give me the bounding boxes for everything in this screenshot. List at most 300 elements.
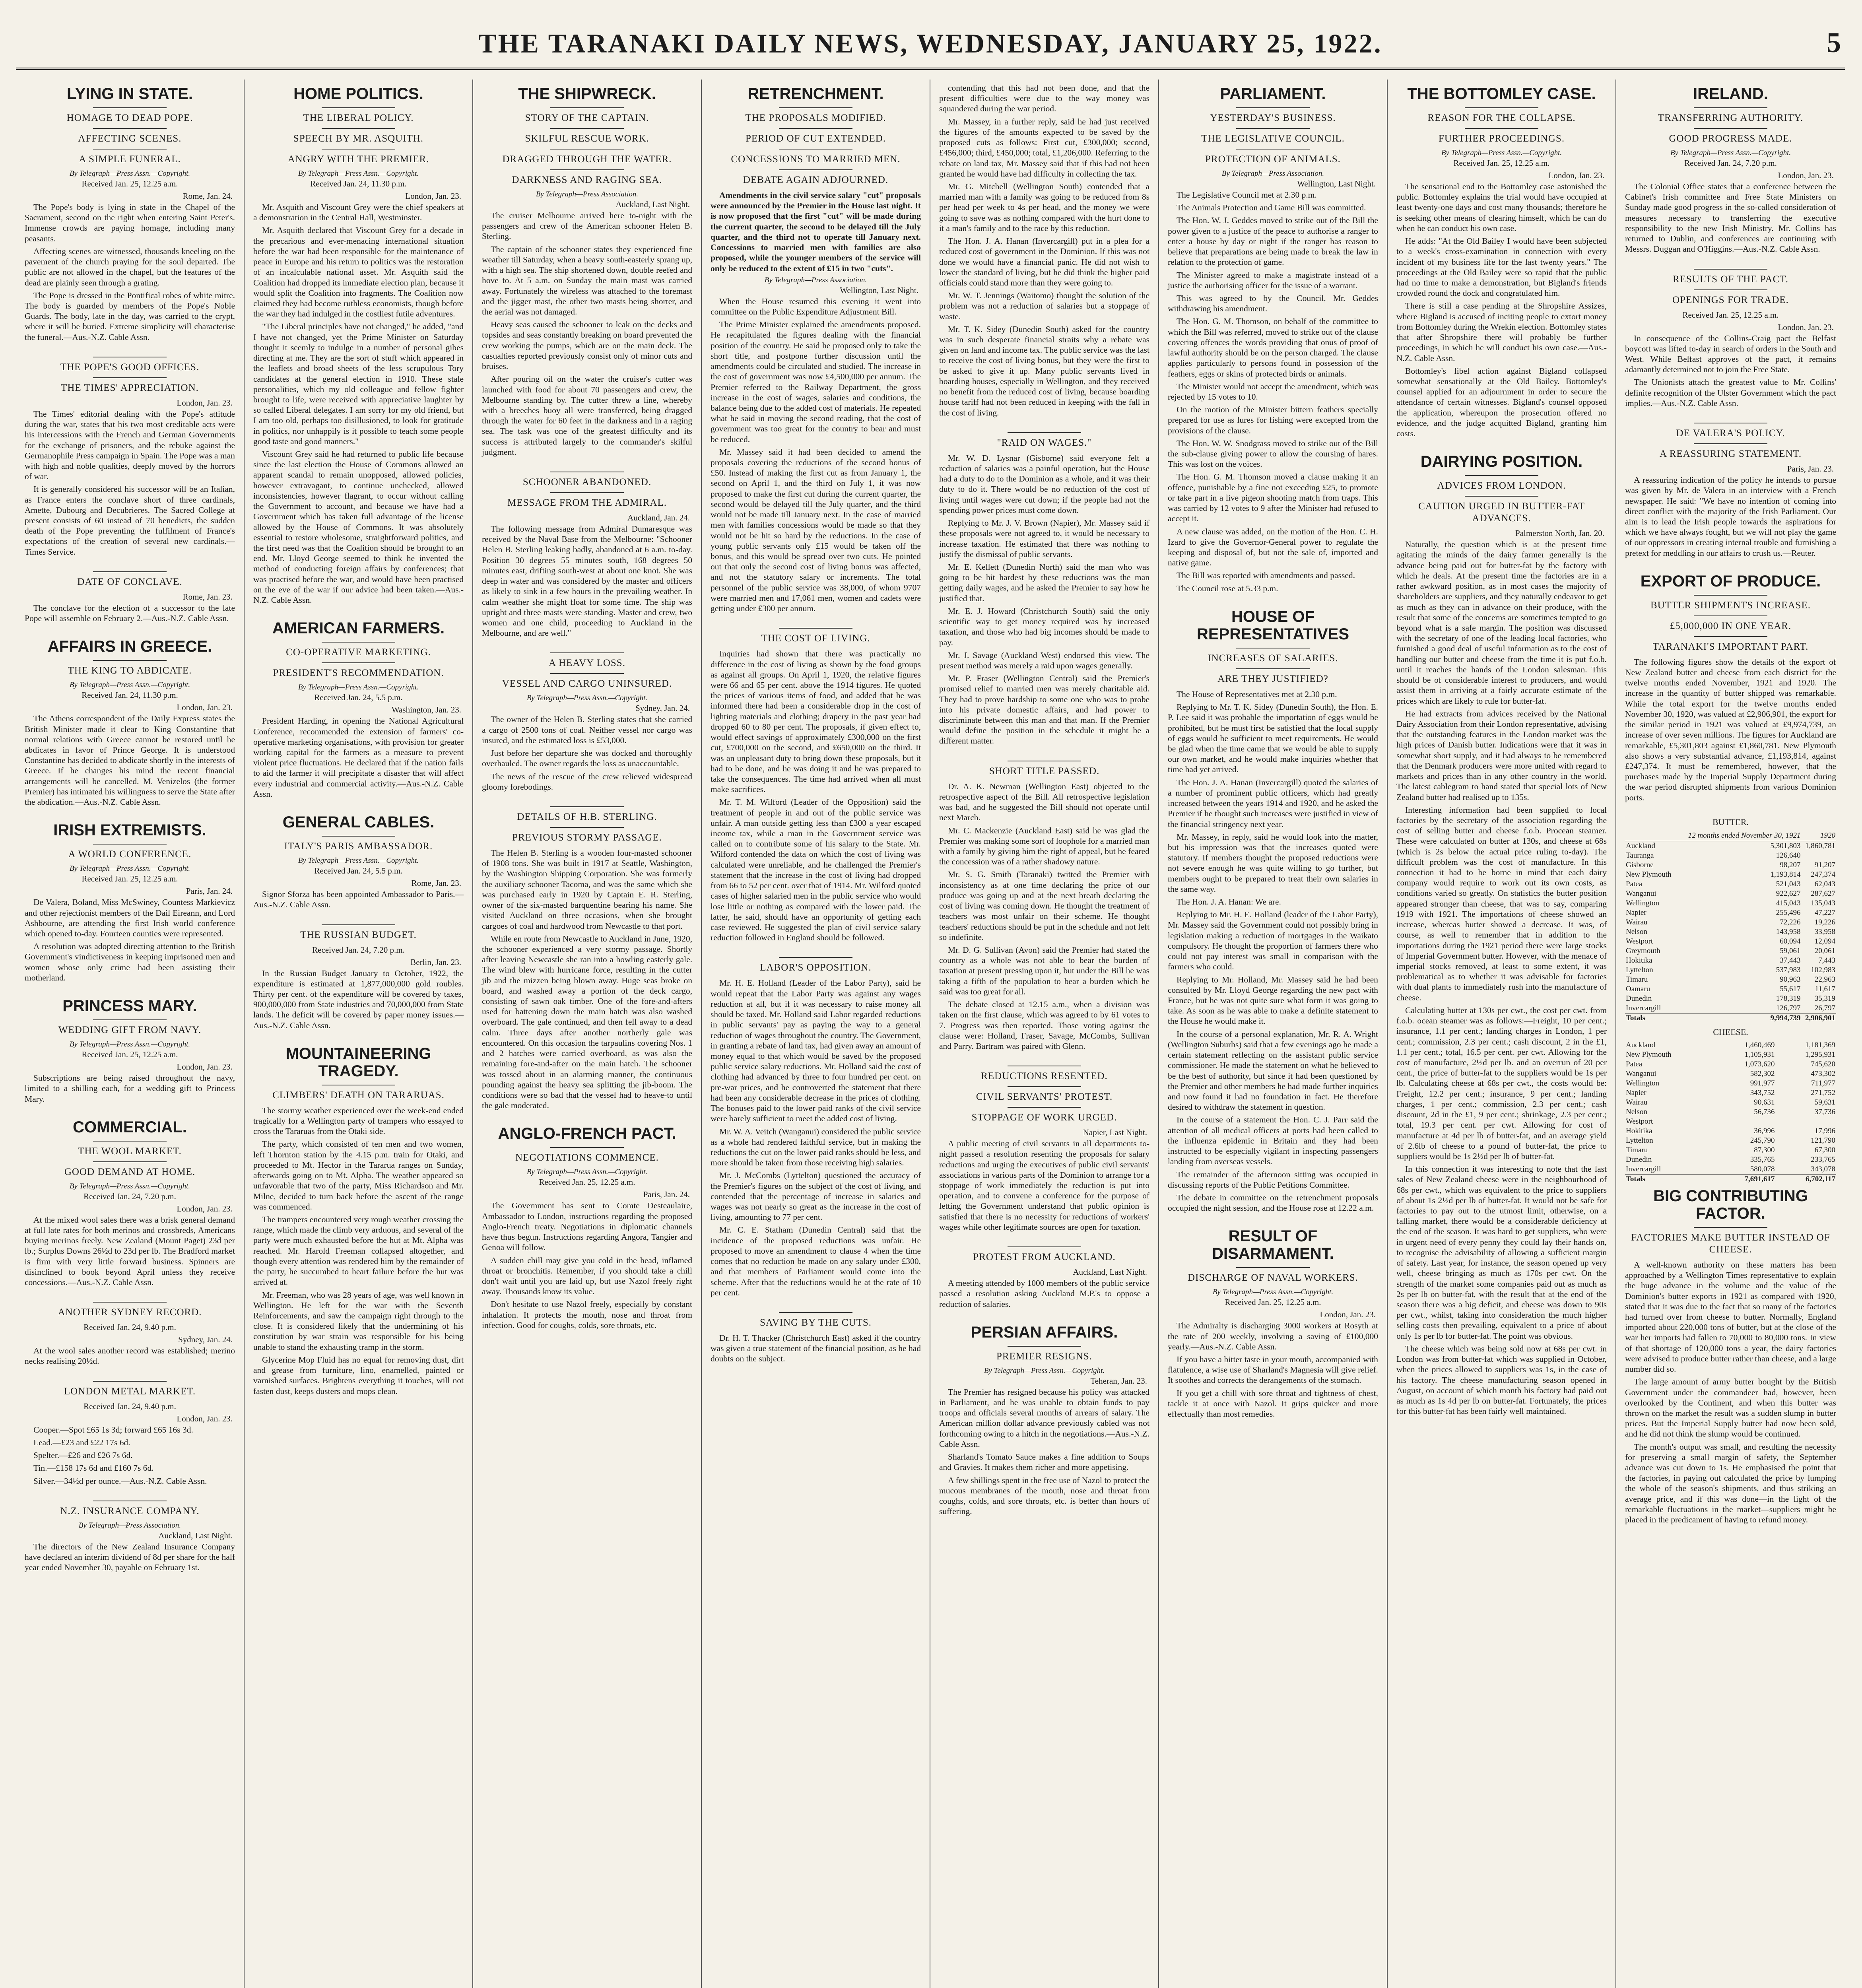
article-body — [711, 296, 921, 614]
dateline: Rome, Jan. 23. — [183, 592, 233, 602]
dateline: Teheran, Jan. 23. — [1090, 1376, 1147, 1386]
export-table — [1625, 1041, 1836, 1184]
paragraph: A reassuring indication of the policy he intends to pursue was given by Mr. de Valera in an interview with a French newspaper. He said: "We have no intention of coming into direct conflict with the majority of the Irish Parliament. Our aim is to lead the Irish people towards the aspirations for which we have always fought, but we will not play the game of our oppressors in creating internal trouble and furnishing a pretext for meddling in our affairs to crush us.—Reuter. — [1625, 475, 1836, 558]
paragraph: The Hon. W. J. Geddes moved to strike out of the Bill the power given to a justice of the peace to authorise a ranger to enter a house by day or night if the ranger has reason to believe that preparations are being made to break the law in relation to the protection of game. — [1168, 215, 1378, 267]
article-subhead: SKILFUL RESCUE WORK. — [525, 133, 649, 144]
paragraph: Mr. E. J. Howard (Christchurch South) said the only scientific way to get money required was by increased taxation, and those who had big incomes should be made to pay. — [939, 606, 1149, 647]
article-body — [939, 781, 1149, 1051]
table-cell: Napier — [1626, 1088, 1646, 1097]
divider — [550, 827, 624, 828]
table-cell: 87,300 — [1754, 1145, 1775, 1154]
table-cell: 922,627 — [1776, 889, 1801, 898]
divider — [1694, 615, 1768, 616]
article — [482, 806, 692, 1110]
table-cell: Wanganui — [1626, 889, 1656, 898]
divider — [550, 673, 624, 674]
paragraph: The conclave for the election of a successor to the late Pope will assemble on February 2.—Aus.-N.Z. Cable Assn. — [25, 603, 235, 623]
wire-credit: By Telegraph—Press Assn.—Copyright. — [69, 681, 190, 689]
table-cell: 11,617 — [1815, 984, 1835, 993]
table-cell: 178,319 — [1776, 994, 1801, 1003]
table-cell: 91,207 — [1814, 860, 1835, 869]
table-row — [1625, 965, 1836, 975]
table-row — [1625, 1126, 1836, 1136]
table-cell: Wairau — [1626, 1098, 1648, 1107]
divider — [550, 492, 624, 493]
article-subhead: ITALY'S PARIS AMBASSADOR. — [284, 841, 433, 852]
paragraph: Mr. G. Mitchell (Wellington South) contended that a married man with a family was going to be reduced from 8s per head per week to 4s per head, and the money we were going to save was as nothing compared with the hurt done to it a man's family and to the race by this reduction. — [939, 181, 1149, 233]
article — [25, 821, 235, 983]
article-body — [253, 202, 464, 605]
paragraph: Spelter.—£26 and £26 7s 6d. — [33, 1450, 133, 1460]
article — [711, 1312, 921, 1364]
article-subhead: GOOD PROGRESS MADE. — [1669, 133, 1792, 144]
dateline: Rome, Jan. 24. — [183, 191, 233, 201]
paragraph: In the course of a personal explanation, Mr. R. A. Wright (Wellington Suburbs) said that a few evenings ago he made a certain statement reflecting on the assistant public service commissioner. He made the statement on what he believed to be the best of authority, but since it had been questioned by the Premier and other members he had made further inquiries and now found it had no foundation in fact. He therefore desired to withdraw the statement in question. — [1168, 1029, 1378, 1112]
paragraph: The Minister would not accept the amendment, which was rejected by 15 votes to 10. — [1168, 381, 1378, 402]
dateline: Paris, Jan. 24. — [643, 1190, 690, 1200]
table-cell: Gisborne — [1626, 860, 1654, 869]
table-cell: 1,193,814 — [1770, 870, 1801, 879]
dateline: Auckland, Last Night. — [615, 200, 690, 209]
dateline: Sydney, Jan. 24. — [178, 1335, 233, 1345]
divider — [1465, 496, 1538, 497]
article-subhead: CLIMBERS' DEATH ON TARARUAS. — [272, 1089, 445, 1101]
table-cell — [1775, 1117, 1836, 1126]
table-cell: 12,094 — [1814, 937, 1835, 945]
table-cell: 7,443 — [1818, 956, 1835, 965]
table-cell: Patea — [1626, 1060, 1643, 1068]
article-body — [1168, 689, 1378, 1213]
article-subhead: ANGRY WITH THE PREMIER. — [287, 154, 429, 165]
received-time: Received Jan. 25, 12.25 a.m. — [539, 1177, 635, 1187]
article-body — [253, 716, 464, 799]
table-row — [1625, 1079, 1836, 1088]
paragraph: Mr. W. T. Jennings (Waitomo) thought the solution of the problem was not a reduction of salaries but a stoppage of waste. — [939, 291, 1149, 321]
article-body — [1625, 1260, 1836, 1525]
divider — [550, 1147, 624, 1148]
dateline: Sydney, Jan. 24. — [635, 703, 690, 713]
article-body — [25, 897, 235, 983]
article-body — [711, 978, 921, 1298]
divider — [93, 1161, 167, 1162]
article-headline: RESULT OF DISARMAMENT. — [1212, 1227, 1334, 1263]
received-time: Received Jan. 24, 7.20 p.m. — [83, 1191, 176, 1201]
paragraph: The following message from Admiral Dumaresque was received by the Naval Base from the Melbourne: "Schooner Helen B. Sterling leaking badly, abandoned at 6 a.m. to-day. Position 30 degrees 55 minutes south, 168 degrees 50 minutes east, drifting south-west at about one knot. She was deep in water and was considered by the master and officers as likely to sink in a few hours in the prevailing weather. In calm weather she might float for some time. The ship was upright and three masts were standing. Master and crew, two women and one child, proceeding to Auckland in the Melbourne, and are well." — [482, 524, 692, 638]
table-row — [1625, 984, 1836, 994]
table-title: BUTTER. — [1712, 817, 1749, 827]
dateline: London, Jan. 23. — [177, 1413, 233, 1423]
paragraph: The Government has sent to Comte Desteaulaire, Ambassador to London, instructions regarding the proposed Anglo-French treaty. Negotiations in diplomatic channels have thus begun. Instructions regarding Angora, Tangier and Genoa will follow. — [482, 1201, 692, 1252]
table-row — [1625, 946, 1836, 956]
dateline: Paris, Jan. 24. — [186, 886, 233, 896]
received-time: Received Jan. 25, 12.25 a.m. — [1453, 158, 1550, 168]
divider — [322, 107, 395, 108]
table-cell: Invercargill — [1626, 1004, 1661, 1012]
paragraph: The party, which consisted of ten men and two women, left Thornton station by the 4.15 p.m. train for Otaki, and proceeded to Mt. Hector in the Tararua ranges on Sunday, afterwards going on to Mt. Alpha. The weather appeared so unfavorable that two of the party, Miss Richardson and Mr. Milne, decided to turn back before the ascent of the range was commenced. — [253, 1139, 464, 1211]
paragraph: Tin.—£158 17s 6d and £160 7s 6d. — [33, 1463, 154, 1473]
table-cell: 60,094 — [1780, 937, 1801, 945]
paragraph: Replying to Mr. H. E. Holland (leader of the Labor Party), Mr. Massey said the Government could not possibly bring in legislation making a reduction of mortgages in the Waikato compulsory. He thought the proportion of farmers there who could not pay interest was small in comparison with the farmers who could. — [1168, 910, 1378, 972]
article — [711, 85, 921, 613]
article-body — [1625, 333, 1836, 409]
wire-credit: By Telegraph—Press Assn.—Copyright. — [984, 1366, 1105, 1375]
table-cell: Timaru — [1626, 975, 1648, 984]
divider — [1694, 636, 1768, 637]
received-time: Received Jan. 24, 5.5 p.m. — [314, 866, 403, 876]
table-cell: Lyttelton — [1626, 965, 1653, 974]
divider — [1694, 269, 1768, 270]
paragraph: Mr. Massey, in reply, said he would look into the matter, but his impression was that the increases quoted were statutory. If members thought the proposed reductions were not severe enough he was quite willing to go further, but members ought to be prepared to treat their own salaries in the same way. — [1168, 832, 1378, 894]
article-subhead: THE WOOL MARKET. — [78, 1145, 182, 1157]
article-subhead: SCHOONER ABANDONED. — [522, 477, 652, 488]
table-cell: Patea — [1626, 879, 1643, 888]
table-cell: 17,996 — [1814, 1126, 1835, 1135]
paragraph: Mr. C. Mackenzie (Auckland East) said he was glad the Premier was making some sort of loophole for a married man with a family by giving him the right of appeal, but he feared the concession was of a rather shadowy nature. — [939, 825, 1149, 867]
table-row — [1625, 1050, 1836, 1060]
paragraph: Mr. D. G. Sullivan (Avon) said the Premier had stated the country as a whole was not able to bear the burden of taxation at present pressing upon it, but under the Bill he was taking a fifth of the population to bear a burden which he said was too great for all. — [939, 945, 1149, 996]
wire-credit: By Telegraph—Press Assn.—Copyright. — [298, 169, 419, 178]
dateline: Wellington, Last Night. — [1297, 179, 1376, 188]
article — [25, 571, 235, 623]
divider — [779, 128, 852, 129]
divider — [550, 652, 624, 653]
paragraph: Glycerine Mop Fluid has no equal for removing dust, dirt and grease from furniture, lino, enamelled, painted or varnished surfaces. Brightens everything it touches, will not fasten dust, keeps dusters and mops clean. — [253, 1355, 464, 1396]
table-cell: 98,207 — [1780, 860, 1801, 869]
divider — [1008, 1346, 1081, 1347]
paragraph: Inquiries had shown that there was practically no difference in the cost of living as shown by the food groups as against all groups. On April 1, 1920, the relative figures were 66 and 65 per cent. above the 1914 figures. He quoted the prices of various items of food, and added that he was informed there had been a considerable drop in the cost of lighting materials and clothing; drapery in the past year had dropped 60 to 80 per cent. The proposals, if given effect to, would effect savings of approximately £300,000 on the first cut, £700,000 on the second, and £650,000 on the third. It was an unpleasant duty to bring down these proposals, but it had to be done, and he was doing it and he was prepared to take the consequences. The time had arrived when all must make sacrifices. — [711, 649, 921, 794]
table-cell: 580,078 — [1750, 1165, 1775, 1173]
table-cell: Auckland — [1626, 1041, 1655, 1049]
article-body — [939, 453, 1149, 746]
article-headline: PARLIAMENT. — [1220, 85, 1326, 103]
article-subhead: PERIOD OF CUT EXTENDED. — [745, 133, 886, 144]
article-subhead: A HEAVY LOSS. — [549, 658, 625, 669]
article — [939, 432, 1149, 746]
paragraph: In the course of a statement the Hon. C. J. Parr said the attention of all medical officers at ports had been called to the influenza epidemic in Britain and they had been instructed to be especially vigilant in inspecting passengers landing from overseas vessels. — [1168, 1115, 1378, 1167]
table-cell: Totals — [1625, 1013, 1677, 1023]
table-cell: 343,752 — [1750, 1088, 1775, 1097]
table-cell: 67,300 — [1814, 1145, 1835, 1154]
table-cell: 415,043 — [1776, 899, 1801, 907]
table-total-row — [1625, 1013, 1836, 1023]
article-subhead: THE LEGISLATIVE COUNCIL. — [1201, 133, 1345, 144]
table-row — [1625, 1060, 1836, 1069]
article-subhead: NEGOTIATIONS COMMENCE. — [515, 1152, 659, 1163]
table-cell: 26,797 — [1814, 1004, 1835, 1012]
table-header-row — [1625, 831, 1836, 841]
article-body — [253, 968, 464, 1031]
paragraph: "The Liberal principles have not changed," he added, "and I have not changed, yet the Prime Minister on Saturday thought it seemly to indulge in a number of personal gibes directing at me. They are the sort of stuff which appeared in the leaflets and broad sheets of the less scrupulous Tory candidates at the general election in 1910. These stale personalities, which my old colleague and fellow fighter brought to life, were received with appreciative laughter by so called Liberal delegates. I am sorry for my old friend, but I am too old, perhaps too disillusioned, to look for gratitude in politics, nor unhappily is it possible to teach some people good taste and good manners." — [253, 322, 464, 446]
table-cell: Westport — [1626, 937, 1653, 945]
article-subhead: STORY OF THE CAPTAIN. — [525, 113, 649, 123]
received-time: Received Jan. 24, 11.30 p.m. — [82, 690, 178, 700]
table-cell: 37,736 — [1814, 1107, 1835, 1116]
table-cell: 1,181,369 — [1805, 1041, 1835, 1049]
article-body — [1625, 475, 1836, 558]
article-subhead: ADVICES FROM LONDON. — [1437, 480, 1566, 491]
paragraph: The large amount of army butter bought by the British Government under the commandeer had, however, been overlooked by the Continent, and when this butter was thrown on the market the result was a sudden slump in butter prices. But the Imperial Supply butter had now been sold, and he did not think the slump would be continued. — [1625, 1377, 1836, 1439]
column-5 — [930, 80, 1159, 1988]
article-body — [482, 524, 692, 638]
article-subhead: OPENINGS FOR TRADE. — [1672, 294, 1789, 305]
article-subhead: N.Z. INSURANCE COMPANY. — [60, 1505, 200, 1516]
paragraph: Cooper.—Spot £65 1s 3d; forward £65 16s 3d. — [33, 1425, 193, 1435]
article-body — [1396, 181, 1607, 439]
table-row — [1625, 1165, 1836, 1175]
paragraph: On the motion of the Minister bittern feathers specially prepared for use as lures for fishing were excepted from the provisions of the clause. — [1168, 405, 1378, 435]
article-subhead: CO-OPERATIVE MARKETING. — [286, 647, 431, 658]
table-cell: 35,319 — [1814, 994, 1835, 1003]
table-row — [1625, 927, 1836, 937]
column-1 — [16, 80, 245, 1988]
table-header-cell: 12 months ended November 30, 1921 — [1677, 831, 1802, 841]
table-cell: 59,061 — [1780, 946, 1801, 955]
article-subhead: THE RUSSIAN BUDGET. — [300, 929, 417, 940]
paragraph: The Premier has resigned because his policy was attacked in Parliament, and he was unable to obtain funds to pay troops and officials several months of arrears of salary. The American million dollar advance previously cabled was not forthcoming owing to a hitch in the negotiations.—Aus.-N.Z. Cable Assn. — [939, 1387, 1149, 1449]
paragraph: The captain of the schooner states they experienced fine weather till Saturday, when a heavy south-easterly sprang up, with a high sea. The ship shortened down, double reefed and hove to. At 5 a.m. on Sunday the main mast was carried away. Fortunately the wireless was attached to the foremast and the jigger mast, the other two masts being shorter, and the aerial was not damaged. — [482, 244, 692, 316]
table-row — [1625, 1041, 1836, 1050]
article — [253, 924, 464, 1031]
article-headline: PRINCESS MARY. — [62, 997, 197, 1015]
article — [939, 1066, 1149, 1232]
table-cell: Napier — [1626, 908, 1646, 917]
paragraph: If you get a chill with sore throat and tightness of chest, tackle it at once with Nazol. It grips quicker and more effectually than most remedies. — [1168, 1388, 1378, 1419]
paragraph: Calculating butter at 130s per cwt., the cost per cwt. from f.o.b. ocean steamer was as follows:—Freight, 10 per cent.; insurance, 1.1 per cent.; landing charges in London, 1 per cent.; commission, 2.3 per cent.; cash discount, 2 in the £1, 1.1 per cent.; total, 16.5 per cent. per cwt. Allowing for the cost of manufacture, 2½d per lb. and an overrun of 20 per cent., the price of butter-fat to the suppliers would be 1s per lb. Calculating cheese at 68s per cwt., the costs would be: Freight, 12.2 per cent.; insurance, 9 per cent.; landing charges, 1 per cent.; commission, 2.3 per cent.; cash discount, 2d in the £1, 9 per cent.; shrinkage, 2.3 per cent.; total, 19.3 per cent. per cwt. Allowing for cost of manufacture at 4d per lb of butter-fat, and an average yield of 2.6lb of cheese to a pound of butter-fat, the price to suppliers would be 1s 2½d per lb of butter-fat. — [1396, 1005, 1607, 1161]
paragraph: The Hon. J. A. Hanan (Invercargill) quoted the salaries of a number of prominent public officers, which had greatly increased between the years 1914 and 1920, and he asked the Premier if he thought such increases were justified in view of the financial stringency next year. — [1168, 777, 1378, 829]
paragraph: The directors of the New Zealand Insurance Company have declared an interim dividend of 8d per share for the half year ended November 30, payable on February 1st. — [25, 1541, 235, 1573]
article-subhead: CAUTION URGED IN BUTTER-FAT ADVANCES. — [1418, 501, 1585, 524]
article-body — [25, 1541, 235, 1573]
article — [1168, 608, 1378, 1213]
paragraph: Mr. T. K. Sidey (Dunedin South) asked for the country was in such desperate financial straits why a rebate was given on land and income tax. The public service was the last to receive the cost of living bonus, but they were the first to be asked to give it up. Many public servants lived in boarding houses, especially in Wellington, and they received no benefit from the reduced cost of living, because boarding house tariff had not been reduced in keeping with the fall in the cost of living. — [939, 324, 1149, 417]
article-subhead: DARKNESS AND RAGING SEA. — [512, 175, 662, 185]
table-cell: Westport — [1626, 1117, 1653, 1126]
paragraph: Mr. W. A. Veitch (Wanganui) considered the public service as a whole had rendered faithful service, but in making the reductions the cut on the lower paid ranks should be less, and more should be taken from those receiving high salaries. — [711, 1126, 921, 1168]
paragraph: Mr. S. G. Smith (Taranaki) twitted the Premier with inconsistency as at one time declaring the price of our produce was going up and at the next breath declaring the cost of living was coming down. He thought the treatment of teachers was most unfair on their scheme. He thought teachers' reductions should be put in the schedule and not left so indefinite. — [939, 870, 1149, 942]
article-headline: BIG CONTRIBUTING FACTOR. — [1653, 1187, 1808, 1222]
divider — [93, 1141, 167, 1142]
divider — [93, 1302, 167, 1303]
article-headline: THE BOTTOMLEY CASE. — [1407, 85, 1596, 103]
paragraph: The Prime Minister explained the amendments proposed. He recapitulated the figures dealing with the financial position of the country. He said he proposed only to take the short title, and postpone further discussion until the amendments could be circulated and studied. The increase in the cost of government was now £4,500,000 per annum. The Premier referred to the Railway Department, the gross increase in the cost of wages, salaries and conditions, the balance being due to the added cost of materials. He repeated what he said in moving the second reading, that the cost of government was too great for the country to bear and must be reduced. — [711, 320, 921, 444]
table-cell: 1,860,781 — [1805, 841, 1835, 850]
article-subhead: A WORLD CONFERENCE. — [68, 849, 192, 860]
table-cell: Timaru — [1626, 1145, 1648, 1154]
paragraph: The Bill was reported with amendments and passed. — [1177, 571, 1355, 580]
divider — [779, 957, 852, 958]
table-cell: 102,983 — [1811, 965, 1835, 974]
table-cell: 233,765 — [1811, 1155, 1835, 1164]
article-body — [25, 713, 235, 807]
article — [711, 628, 921, 943]
table-cell: 37,443 — [1780, 956, 1801, 965]
paragraph: Replying to Mr. J. V. Brown (Napier), Mr. Massey said if these proposals were not agreed to, it would be necessary to increase taxation. He estimated that there was nothing to justify the dismissal of public servants. — [939, 518, 1149, 559]
table-row — [1625, 908, 1836, 918]
paragraph: The Admiralty is discharging 3000 workers at Rosyth at the rate of 200 weekly, involving a saving of £100,000 yearly.—Aus.-N.Z. Cable Assn. — [1168, 1321, 1378, 1351]
dateline: London, Jan. 23. — [177, 1204, 233, 1213]
article — [253, 813, 464, 910]
article-subhead: DRAGGED THROUGH THE WATER. — [502, 154, 672, 165]
article — [1168, 1227, 1378, 1419]
table-cell: 991,977 — [1750, 1079, 1775, 1087]
dateline: Paris, Jan. 23. — [1787, 464, 1834, 474]
article — [939, 1246, 1149, 1309]
table-row — [1625, 899, 1836, 908]
received-time: Received Jan. 24, 5.5 p.m. — [314, 693, 403, 703]
article-subhead: FACTORIES MAKE BUTTER INSTEAD OF CHEESE. — [1631, 1232, 1830, 1255]
table-cell: 33,958 — [1814, 927, 1835, 936]
article-headline: MOUNTAINEERING TRAGEDY. — [285, 1044, 431, 1080]
article-body — [25, 409, 235, 557]
table-row — [1625, 956, 1836, 965]
divider — [1008, 1246, 1081, 1247]
wire-credit: By Telegraph—Press Assn.—Copyright. — [1670, 149, 1791, 157]
divider — [1008, 1107, 1081, 1108]
paragraph: The Hon. J. A. Hanan (Invercargill) put in a plea for a reduced cost of government in the Dominion. If this was not done we would have a financial panic. He did not wish to lower the standard of living, but he did think the higher paid officials could stand more than they were going to. — [939, 236, 1149, 287]
article-subhead: CONCESSIONS TO MARRIED MEN. — [731, 154, 901, 165]
divider — [322, 642, 395, 643]
dateline: Auckland, Jan. 24. — [627, 513, 690, 523]
article — [253, 1045, 464, 1396]
table-cell: 90,963 — [1780, 975, 1801, 984]
divider — [1236, 1267, 1310, 1268]
article-subhead: TARANAKI'S IMPORTANT PART. — [1652, 641, 1809, 652]
table-cell: 22,963 — [1814, 975, 1835, 984]
masthead — [16, 24, 1845, 70]
article-headline: DAIRYING POSITION. — [1420, 453, 1583, 471]
article — [1396, 453, 1607, 1416]
article-subhead: THE TIMES' APPRECIATION. — [61, 382, 199, 393]
table-total-row — [1625, 1174, 1836, 1184]
article — [25, 1118, 235, 1288]
divider — [779, 107, 852, 108]
table-cell: Wanganui — [1626, 1069, 1656, 1078]
dateline: Wellington, Last Night. — [840, 285, 918, 295]
article-subhead: REASON FOR THE COLLAPSE. — [1427, 113, 1576, 123]
table-cell: Nelson — [1626, 1107, 1647, 1116]
article — [25, 357, 235, 557]
article-subhead: BUTTER SHIPMENTS INCREASE. — [1650, 600, 1811, 611]
wire-credit: By Telegraph—Press Assn.—Copyright. — [526, 694, 648, 703]
lead-paragraph: Amendments in the civil service salary "cut" proposals were announced by the Premier in the House last night. It is now proposed that the first "cut" will be made during the current quarter, the second to be delayed till the July quarter, and the third not to operate till January next. Concessions to married men with families are also proposed, while the younger members of the service will only be reduced to the extent of £15 in two "cuts". — [711, 190, 921, 273]
paragraph: contending that this had not been done, and that the present difficulties were due to the way money was squandered during the war period. — [939, 83, 1149, 114]
divider — [1465, 128, 1538, 129]
divider — [93, 107, 167, 108]
dateline: London, Jan. 23. — [177, 398, 233, 408]
table-row — [1625, 841, 1836, 851]
article-body — [939, 1138, 1149, 1232]
article-subhead: WEDDING GIFT FROM NAVY. — [58, 1025, 202, 1036]
article-body — [253, 1105, 464, 1396]
paragraph: It is generally considered his successor will be an Italian, as France enters the conclave short of three cardinals, Amette, Dubourg and Decubrieres. The Sacred College at present consists of 60 instead of 70 benedicts, the sudden death of the Pope preventing the fulfilment of France's expectations of the creation of several new cardinals.—Times Service. — [25, 484, 235, 557]
received-time: Received Jan. 24, 11.30 p.m. — [310, 179, 407, 188]
table-cell: Wellington — [1626, 1079, 1659, 1087]
article-subhead: DEBATE AGAIN ADJOURNED. — [743, 175, 889, 185]
divider — [550, 107, 624, 108]
paragraph: A meeting attended by 1000 members of the public service passed a resolution asking Auckland M.P.'s to oppose a reduction of salaries. — [939, 1278, 1149, 1309]
article-headline: ANGLO-FRENCH PACT. — [498, 1125, 676, 1143]
article-subhead: SPEECH BY MR. ASQUITH. — [293, 133, 424, 144]
table-cell: New Plymouth — [1626, 1050, 1672, 1059]
paragraph: A public meeting of civil servants in all departments to-night passed a resolution resenting the proposals for salary reductions and urging the executives of public civil servants' associations in various parts of the Dominion to arrange for a stoppage of work immediately the reduction is put into operation, and to convene a conference for the purpose of letting the Government understand that public opinion is satisfied that there is no necessity for reductions of workers' wages while other legitimate sources are open for taxation. — [939, 1139, 1149, 1232]
dateline: London, Jan. 23. — [1778, 322, 1834, 332]
article-subhead: MESSAGE FROM THE ADMIRAL. — [507, 497, 667, 509]
table-cell: Invercargill — [1626, 1165, 1661, 1173]
paragraph: This was agreed to by the Council, Mr. Geddes withdrawing his amendment. — [1168, 293, 1378, 314]
article — [711, 957, 921, 1298]
received-time: Received Jan. 24, 7.20 p.m. — [1684, 158, 1777, 168]
article — [25, 1501, 235, 1573]
table-cell: Wairau — [1626, 918, 1648, 926]
article-headline: LYING IN STATE. — [66, 85, 193, 103]
table-cell: 1,073,620 — [1744, 1060, 1775, 1068]
divider — [93, 571, 167, 572]
paragraph: The following figures show the details of the export of New Zealand butter and cheese from each district for the twelve months ended November, 1921 and 1920. The increase in the quantity of butter shipped was remarkable. While the total export for the twelve months ended November 30, 1920, was valued at £2,906,901, the export for the similar period in 1921 was valued at £9,974,739, an increase of over seven millions. The figures for Auckland are remarkable, £5,301,803 against £1,860,781. New Plymouth also shows a very substantial advance, £1,193,814, against £247,374. It must be remembered, however, that the purchases made by the Imperial Supply Department during the war period disrupted shipments from various Dominion ports. — [1625, 657, 1836, 802]
article — [1625, 573, 1836, 803]
article-subhead: ANOTHER SYDNEY RECORD. — [58, 1307, 202, 1318]
article-headline: GENERAL CABLES. — [282, 813, 435, 831]
article-headline: COMMERCIAL. — [73, 1118, 187, 1136]
dateline: Berlin, Jan. 23. — [410, 957, 461, 967]
received-time: Received Jan. 25, 12.25 a.m. — [1225, 1297, 1321, 1307]
article — [482, 652, 692, 792]
table-cell: 135,043 — [1811, 899, 1835, 907]
paragraph: The owner of the Helen B. Sterling states that she carried a cargo of 2500 tons of coal. Neither vessel nor cargo was insured, and the estimated loss is £53,000. — [482, 714, 692, 745]
table-cell: 59,631 — [1814, 1098, 1835, 1107]
article-headline: AFFAIRS IN GREECE. — [47, 638, 212, 656]
wire-credit: By Telegraph—Press Assn.—Copyright. — [69, 1040, 190, 1049]
wire-credit: By Telegraph—Press Association. — [536, 190, 639, 198]
table-cell: Dunedin — [1626, 1155, 1652, 1164]
table-cell: 5,301,803 — [1770, 841, 1801, 850]
paragraph: The cheese which was being sold now at 68s per cwt. in London was from butter-fat which was supplied in October, when the prices allowed to suppliers was 1s, in the case of his factory. The cheese manufacturing season opened in August, on account of which month his factory had paid out as much as 1s 4d per lb on butter-fat. Fortunately, the prices for this butter-fat has been fairly well maintained. — [1396, 1343, 1607, 1416]
table-title: CHEESE. — [1713, 1027, 1748, 1037]
paragraph: Mr. Asquith declared that Viscount Grey for a decade in the precarious and ever-menacing international situation before the war had been responsible for the maintenance of peace in Europe and his return to politics was the restoration of an incalculable national asset. Mr. Asquith said the Coalition had dropped its immediate election plan, because it would split the Coalition into fragments. The Coalition now claimed they had become ruthless economists, though before the war they had indulged in the costliest futile adventures. — [253, 225, 464, 319]
paragraph: Mr. H. E. Holland (Leader of the Labor Party), said he would repeat that the Labor Party was against any wages reduction at all, but if it was necessary to raise money all should be taxed. Mr. Holland said Labor regarded reductions in public servants' pay as paying the way to a general reduction of wages throughout the country. The Government, in granting a rebate of land tax, had given away an amount of money equal to that which would be saved by the proposed public service salary reductions. Mr. Holland said the cost of clothing had advanced by three to four hundred per cent. on pre-war prices, and he controverted the statement that there had been any considerable decrease in the prices of clothing. The bonuses paid to the lower paid ranks of the civil service were barely sufficient to meet the added cost of living. — [711, 978, 921, 1124]
article-subhead: PREVIOUS STORMY PASSAGE. — [512, 832, 662, 843]
divider — [1465, 107, 1538, 108]
paragraph: Just before her departure she was docked and thoroughly overhauled. The owner regards the loss as unaccountable. — [482, 748, 692, 769]
article-subhead: THE LIBERAL POLICY. — [303, 113, 414, 123]
table-cell: 143,958 — [1776, 927, 1801, 936]
table-cell — [1801, 851, 1836, 860]
wire-credit: By Telegraph—Press Assn.—Copyright. — [298, 856, 419, 865]
article-subhead: SHORT TITLE PASSED. — [989, 765, 1100, 777]
divider — [550, 806, 624, 807]
divider — [93, 660, 167, 661]
divider — [1694, 289, 1768, 290]
article — [1168, 85, 1378, 594]
paragraph: Mr. T. M. Wilford (Leader of the Opposition) said the treatment of people in and out of the public service was unfair. A man outside getting less than £300 a year escaped income tax, while a man in the Government service was called on to contribute some of his salary to the State. Mr. Wilford contended the data on which the cost of living was calculated were unreliable, and he challenged the Premier's statement that the increase in the cost of living had dropped from 66 to 52 per cent. over that of 1914. Mr. Wilford quoted cases of higher salaried men in the public service who would lose little or nothing as compared with the lower paid. The latter, he said, should have an opportunity of getting each case reviewed. He suggested the plan of civil service salary reduction followed in England should be followed. — [711, 797, 921, 943]
table-row — [1625, 851, 1836, 860]
divider — [1008, 1086, 1081, 1087]
table-cell: 1,295,931 — [1805, 1050, 1835, 1059]
paragraph: Mr. Massey said it had been decided to amend the proposals covering the reductions of the second bonus of £50. Instead of making the first cut as from January 1, the second on April 1, and the third on July 1, it was now proposed to make the first cut during the current quarter, the second would be delayed till the July quarter, and the third would not be made till January next. In the case of married men with families concessions would be made so that they would not be hit so hard by the reductions. In the case of young public servants only £15 would be taken off the bonus, and this would be spread over two cuts. He pointed out that only the second cost of living bonus was affected, and not the statutory salary or increments. The total personnel of the public service was 38,000, of whom 9707 were married men and 17,061 men, women and cadets were getting under £300 per annum. — [711, 447, 921, 613]
dateline: Napier, Last Night. — [1083, 1128, 1147, 1138]
table-cell: 1,105,931 — [1744, 1050, 1775, 1059]
paragraph: At the wool sales another record was established; merino necks realising 20½d. — [25, 1346, 235, 1366]
article — [939, 83, 1149, 418]
divider — [1694, 128, 1768, 129]
dateline: Washington, Jan. 23. — [391, 705, 461, 715]
article-headline: IRISH EXTREMISTS. — [53, 821, 206, 839]
table-row — [1625, 1098, 1836, 1107]
table-cell: 126,797 — [1776, 1004, 1801, 1012]
article — [1625, 85, 1836, 254]
received-time: Received Jan. 25, 12.25 a.m. — [1682, 310, 1779, 320]
paragraph: Signor Sforza has been appointed Ambassador to Paris.—Aus.-N.Z. Cable Assn. — [253, 889, 464, 910]
paragraph: He had extracts from advices received by the National Dairy Association from their London representative, advising that the outstanding features in the London market was the high prices of Danish butter. Indications were that it was in somewhat short supply, and it had always to be remembered that the Denmark producers were more united with regard to markets and prices than in any other country in the world. The latest cablegram to hand stated that special lots of New Zealand butter had realised up to 135s. — [1396, 709, 1607, 802]
